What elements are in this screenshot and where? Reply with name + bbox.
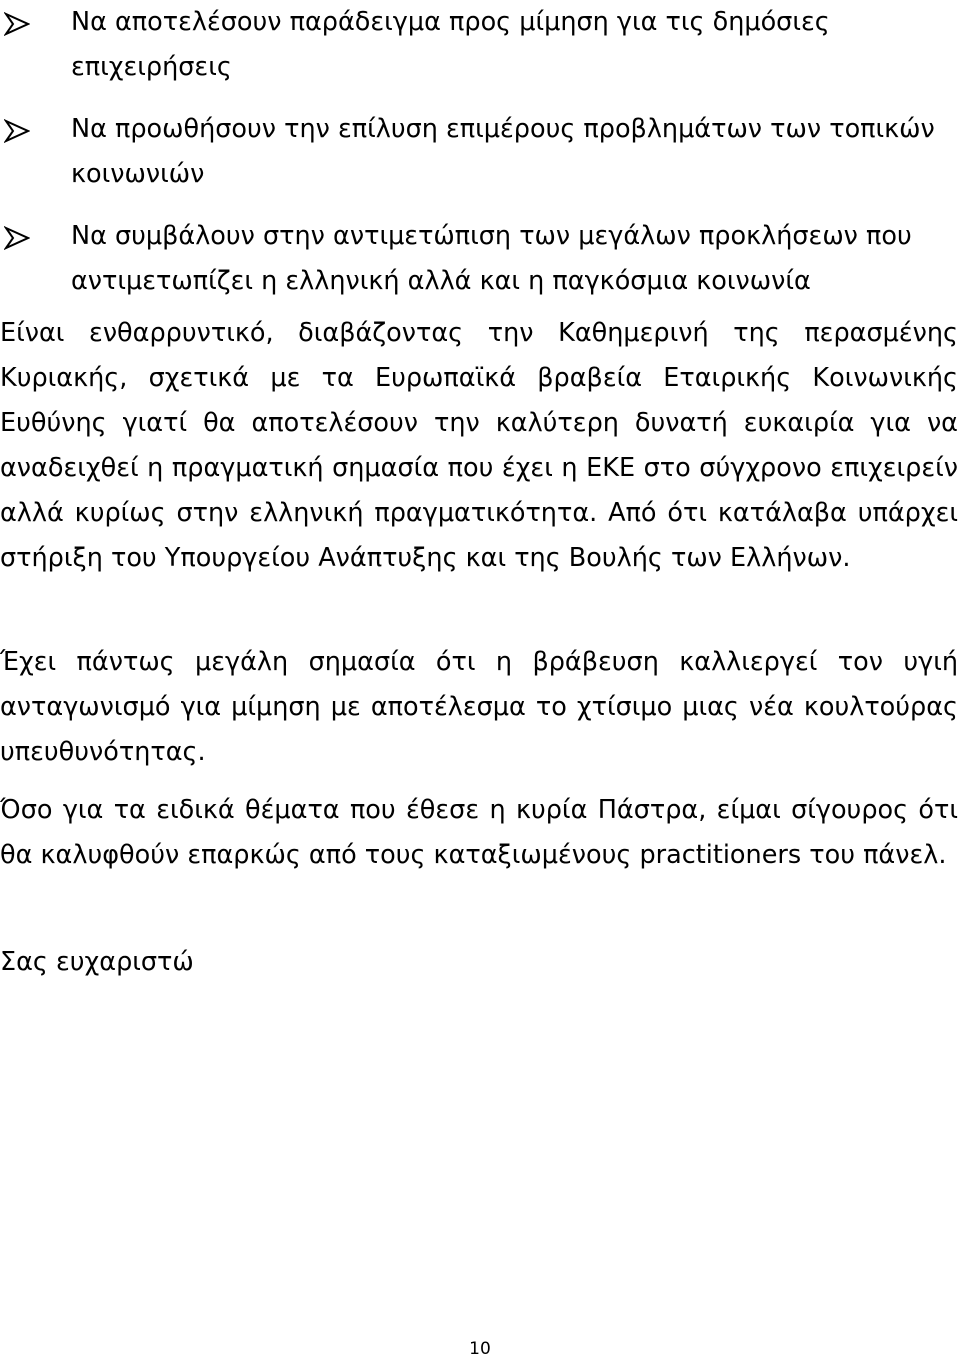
paragraph-special-topics: Όσο για τα ειδικά θέματα που έθεσε η κυρία Πάστρα, είμαι σίγουρος ότι θα καλυφθούν επαρκώς από τους καταξιωμένους practitioners του πάνελ. — [0, 795, 958, 870]
paragraph-competition: Έχει πάντως μεγάλη σημασία ότι η βράβευση καλλιεργεί τον υγιή ανταγωνισμό για μίμηση με αποτέλεσμα το χτίσιμο μιας νέα κουλτούρας υπευθυνότητας. — [0, 647, 958, 767]
paragraph-ceremony-awards: Είναι ενθαρρυντικό, διαβάζοντας την Καθημερινή της περασμένης Κυριακής, σχετικά με τα Ευρωπαϊκά βραβεία Εταιρικής Κοινωνικής Ευθύνης γιατί θα αποτελέσουν την καλύτερη δυνατή ευκαιρία για να αναδειχθεί η πραγματική σημασία που έχει η ΕΚΕ στο σύγχρονο επιχειρείν αλλά κυρίως στην ελληνική πραγματικότητα. Από ότι κατάλαβα υπάρχει στήριξη του Υπουργείου Ανάπτυξης και της Βουλής των Ελλήνων. — [0, 318, 958, 573]
arrowhead-bullet-icon — [4, 12, 30, 36]
bullet-list — [0, 0, 958, 321]
bullet-text: Να συμβάλουν στην αντιμετώπιση των μεγάλων προκλήσεων που αντιμετωπίζει η ελληνική αλλά και η παγκόσμια κοινωνία — [71, 221, 912, 296]
arrowhead-bullet-icon — [4, 119, 30, 143]
bullet-text: Να προωθήσουν την επίλυση επιμέρους προβλημάτων των τοπικών κοινωνιών — [71, 114, 935, 189]
bullet-item — [0, 214, 958, 304]
arrowhead-bullet-icon — [4, 226, 30, 250]
paragraph-closing-thanks: Σας ευχαριστώ — [0, 947, 194, 977]
bullet-item — [0, 107, 958, 197]
bullet-text: Να αποτελέσουν παράδειγμα προς μίμηση για τις δημόσιες επιχειρήσεις — [71, 7, 830, 82]
bullet-item — [0, 0, 958, 90]
page-number: 10 — [469, 1339, 491, 1359]
